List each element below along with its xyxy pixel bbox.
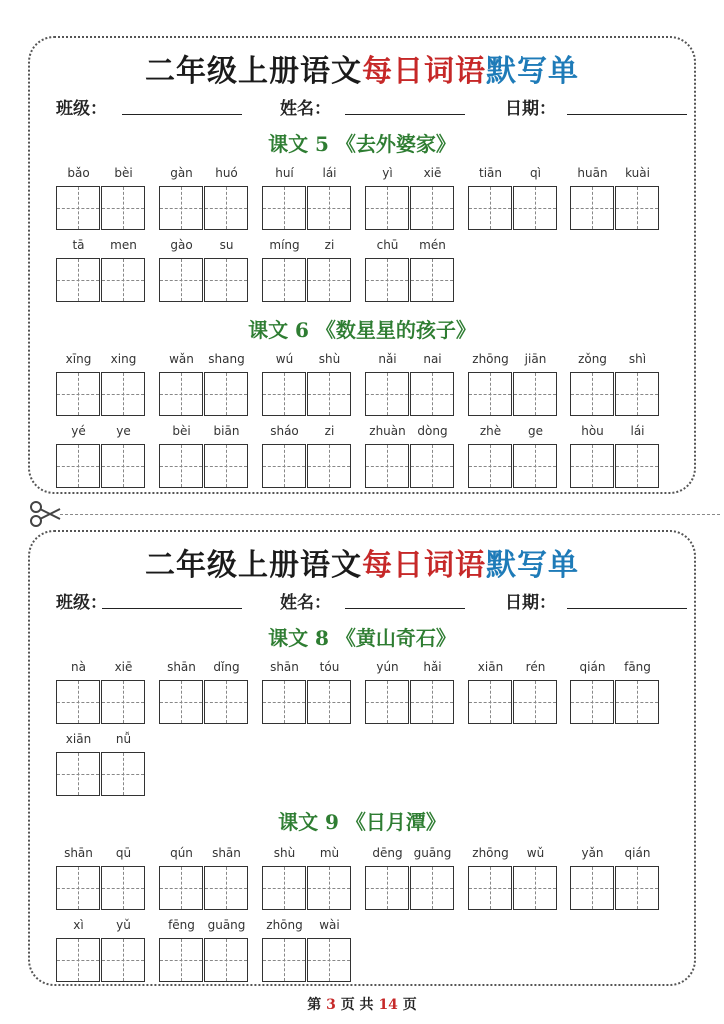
word-box: [570, 660, 660, 734]
writing-cell[interactable]: [570, 372, 614, 416]
writing-cell[interactable]: [262, 866, 306, 910]
title-blue-part: 默写单: [486, 548, 579, 583]
writing-cell[interactable]: [468, 866, 512, 910]
word-box: [159, 166, 249, 240]
pinyin-label: huó: [215, 166, 238, 180]
pinyin-label: shān: [167, 660, 196, 674]
pinyin-label: zhuàn: [369, 424, 406, 438]
pinyin-label: bèi: [114, 166, 133, 180]
pinyin-label: shān: [64, 846, 93, 860]
pinyin-label: bèi: [172, 424, 191, 438]
writing-cell[interactable]: [204, 938, 248, 982]
writing-cell[interactable]: [262, 680, 306, 724]
page-total: 14: [378, 997, 398, 1013]
writing-cell[interactable]: [410, 258, 454, 302]
writing-cell[interactable]: [570, 680, 614, 724]
lesson-title: 课文 8 《黄山奇石》: [268, 626, 456, 650]
writing-cell[interactable]: [101, 752, 145, 796]
pinyin-label: zhōng: [472, 352, 509, 366]
word-box: [159, 846, 249, 920]
pinyin-label: wǎn: [169, 352, 194, 366]
writing-cell[interactable]: [307, 372, 351, 416]
writing-cell[interactable]: [410, 372, 454, 416]
writing-cell[interactable]: [615, 866, 659, 910]
pinyin-label: qián: [579, 660, 606, 674]
writing-cell[interactable]: [410, 680, 454, 724]
writing-cell[interactable]: [56, 186, 100, 230]
pinyin-label: sháo: [270, 424, 299, 438]
writing-cell[interactable]: [262, 258, 306, 302]
pinyin-label: huí: [275, 166, 294, 180]
pinyin-label: hǎi: [423, 660, 442, 674]
title-black-part: 二年级上册语文: [145, 54, 362, 89]
writing-cell[interactable]: [307, 444, 351, 488]
writing-cell[interactable]: [410, 866, 454, 910]
writing-cell[interactable]: [513, 372, 557, 416]
writing-cell[interactable]: [204, 186, 248, 230]
word-box: [570, 352, 660, 426]
writing-cell[interactable]: [615, 680, 659, 724]
pinyin-label: xiē: [423, 166, 442, 180]
word-box: [262, 660, 352, 734]
pinyin-label: gàn: [170, 166, 193, 180]
pinyin-label: xiān: [477, 660, 504, 674]
pinyin-label: shù: [318, 352, 341, 366]
pinyin-label: yǎn: [581, 846, 604, 860]
writing-cell[interactable]: [159, 258, 203, 302]
word-box: [365, 238, 455, 312]
sheet-title: [30, 46, 694, 90]
writing-cell[interactable]: [101, 372, 145, 416]
pinyin-label: yì: [382, 166, 393, 180]
word-box: [56, 166, 146, 240]
writing-cell[interactable]: [204, 258, 248, 302]
pinyin-label: lái: [630, 424, 645, 438]
date-label: 日期：: [505, 593, 556, 613]
word-box: [262, 424, 352, 498]
word-box: [468, 846, 558, 920]
word-box: [262, 238, 352, 312]
name-field[interactable]: [345, 608, 465, 609]
writing-cell[interactable]: [101, 186, 145, 230]
writing-cell[interactable]: [204, 372, 248, 416]
writing-cell[interactable]: [101, 680, 145, 724]
pinyin-label: huān: [577, 166, 608, 180]
writing-cell[interactable]: [468, 680, 512, 724]
pinyin-label: nà: [71, 660, 86, 674]
pinyin-label: yún: [376, 660, 399, 674]
pinyin-label: zi: [324, 424, 335, 438]
pinyin-label: zhè: [479, 424, 502, 438]
writing-cell[interactable]: [204, 444, 248, 488]
name-label: 姓名：: [280, 593, 331, 613]
word-box: [159, 352, 249, 426]
writing-cell[interactable]: [570, 444, 614, 488]
pinyin-label: wài: [319, 918, 340, 932]
cut-line: [60, 514, 720, 515]
writing-cell[interactable]: [159, 866, 203, 910]
writing-cell[interactable]: [159, 938, 203, 982]
writing-cell[interactable]: [468, 372, 512, 416]
pinyin-label: zhōng: [472, 846, 509, 860]
word-box: [365, 660, 455, 734]
word-box: [468, 424, 558, 498]
pinyin-label: dēng: [372, 846, 403, 860]
pinyin-label: qū: [115, 846, 132, 860]
dictation-sheet-1: [28, 36, 696, 494]
word-box: [365, 846, 455, 920]
pinyin-label: shān: [212, 846, 241, 860]
writing-cell[interactable]: [56, 444, 100, 488]
pinyin-label: men: [110, 238, 137, 252]
writing-cell[interactable]: [365, 866, 409, 910]
writing-cell[interactable]: [159, 186, 203, 230]
pinyin-label: ye: [116, 424, 131, 438]
writing-cell[interactable]: [101, 866, 145, 910]
pinyin-label: nai: [423, 352, 442, 366]
writing-cell[interactable]: [615, 186, 659, 230]
word-box: [262, 846, 352, 920]
pinyin-label: tóu: [319, 660, 340, 674]
word-box: [570, 846, 660, 920]
writing-cell[interactable]: [262, 444, 306, 488]
word-box: [468, 352, 558, 426]
word-box: [468, 660, 558, 734]
writing-cell[interactable]: [365, 258, 409, 302]
pinyin-label: qì: [530, 166, 541, 180]
name-field[interactable]: [345, 114, 465, 115]
writing-cell[interactable]: [615, 372, 659, 416]
writing-cell[interactable]: [513, 866, 557, 910]
pinyin-label: dǐng: [213, 660, 240, 674]
word-box: [56, 732, 146, 806]
pinyin-label: su: [219, 238, 234, 252]
pinyin-label: fēng: [168, 918, 195, 932]
pinyin-label: bǎo: [67, 166, 90, 180]
writing-cell[interactable]: [513, 186, 557, 230]
pinyin-label: xiē: [114, 660, 133, 674]
lesson-title: 课文 6 《数星星的孩子》: [248, 318, 476, 342]
writing-cell[interactable]: [570, 866, 614, 910]
lesson-title: 课文 9 《日月潭》: [278, 810, 446, 834]
writing-cell[interactable]: [101, 258, 145, 302]
pinyin-label: xing: [110, 352, 137, 366]
pinyin-label: nǚ: [115, 732, 132, 746]
pinyin-label: gào: [170, 238, 193, 252]
pinyin-label: biān: [213, 424, 240, 438]
pinyin-label: yé: [71, 424, 86, 438]
pinyin-label: chū: [376, 238, 399, 252]
pinyin-label: rén: [525, 660, 546, 674]
pinyin-label: shang: [208, 352, 245, 366]
writing-cell[interactable]: [56, 938, 100, 982]
pinyin-label: hòu: [581, 424, 604, 438]
pinyin-label: tiān: [479, 166, 502, 180]
pinyin-label: xì: [73, 918, 84, 932]
title-black-part: 二年级上册语文: [145, 548, 362, 583]
writing-cell[interactable]: [159, 444, 203, 488]
pinyin-label: zhōng: [266, 918, 303, 932]
writing-cell[interactable]: [101, 938, 145, 982]
title-red-part: 每日词语: [362, 548, 486, 583]
writing-cell[interactable]: [365, 444, 409, 488]
scissors-icon: [28, 497, 62, 531]
word-box: [56, 424, 146, 498]
writing-cell[interactable]: [56, 680, 100, 724]
pinyin-label: kuài: [625, 166, 650, 180]
pinyin-label: dòng: [417, 424, 448, 438]
writing-cell[interactable]: [365, 680, 409, 724]
page-number: 3: [326, 997, 336, 1013]
pinyin-label: zǒng: [578, 352, 607, 366]
pinyin-label: mù: [319, 846, 340, 860]
title-red-part: 每日词语: [362, 54, 486, 89]
word-box: [262, 918, 352, 992]
class-label: 班级：: [56, 99, 107, 119]
word-box: [159, 238, 249, 312]
pinyin-label: shù: [273, 846, 296, 860]
writing-cell[interactable]: [410, 444, 454, 488]
word-box: [56, 660, 146, 734]
writing-cell[interactable]: [204, 680, 248, 724]
writing-cell[interactable]: [101, 444, 145, 488]
sheet-title: [30, 540, 694, 584]
pinyin-label: lái: [322, 166, 337, 180]
footer-prefix: 第: [307, 997, 322, 1013]
pinyin-label: xīng: [65, 352, 92, 366]
word-box: [159, 918, 249, 992]
date-field[interactable]: [567, 608, 687, 609]
writing-cell[interactable]: [513, 444, 557, 488]
word-box: [56, 238, 146, 312]
writing-cell[interactable]: [307, 258, 351, 302]
word-box: [262, 352, 352, 426]
pinyin-label: mén: [419, 238, 446, 252]
word-box: [365, 352, 455, 426]
pinyin-label: shì: [628, 352, 647, 366]
writing-cell[interactable]: [159, 680, 203, 724]
pinyin-label: wǔ: [526, 846, 545, 860]
page-footer: [0, 994, 724, 1014]
writing-cell[interactable]: [615, 444, 659, 488]
word-box: [159, 424, 249, 498]
pinyin-label: guāng: [413, 846, 452, 860]
pinyin-label: qún: [170, 846, 193, 860]
pinyin-label: qián: [624, 846, 651, 860]
title-blue-part: 默写单: [486, 54, 579, 89]
writing-cell[interactable]: [262, 186, 306, 230]
writing-cell[interactable]: [570, 186, 614, 230]
pinyin-label: guāng: [207, 918, 246, 932]
class-label: 班级：: [56, 593, 107, 613]
word-box: [570, 166, 660, 240]
writing-cell[interactable]: [262, 372, 306, 416]
writing-cell[interactable]: [365, 186, 409, 230]
footer-middle: 页 共: [340, 997, 374, 1013]
pinyin-label: nǎi: [378, 352, 397, 366]
pinyin-label: jiān: [524, 352, 547, 366]
writing-cell[interactable]: [307, 186, 351, 230]
writing-cell[interactable]: [307, 866, 351, 910]
pinyin-label: zi: [324, 238, 335, 252]
word-box: [262, 166, 352, 240]
date-label: 日期：: [505, 99, 556, 119]
word-box: [365, 166, 455, 240]
footer-suffix: 页: [402, 997, 417, 1013]
writing-cell[interactable]: [159, 372, 203, 416]
writing-cell[interactable]: [307, 680, 351, 724]
writing-cell[interactable]: [513, 680, 557, 724]
writing-cell[interactable]: [410, 186, 454, 230]
word-box: [56, 846, 146, 920]
pinyin-label: míng: [269, 238, 300, 252]
lesson-title: 课文 5 《去外婆家》: [268, 132, 456, 156]
word-box: [56, 352, 146, 426]
pinyin-label: fāng: [624, 660, 651, 674]
date-field[interactable]: [567, 114, 687, 115]
pinyin-label: shān: [270, 660, 299, 674]
pinyin-label: xiān: [65, 732, 92, 746]
writing-cell[interactable]: [468, 186, 512, 230]
class-field[interactable]: [102, 608, 242, 609]
word-box: [159, 660, 249, 734]
pinyin-label: ge: [528, 424, 543, 438]
dictation-sheet-2: [28, 530, 696, 986]
writing-cell[interactable]: [468, 444, 512, 488]
pinyin-label: tā: [72, 238, 85, 252]
writing-cell[interactable]: [56, 752, 100, 796]
word-box: [56, 918, 146, 992]
class-field[interactable]: [122, 114, 242, 115]
writing-cell[interactable]: [204, 866, 248, 910]
pinyin-label: yǔ: [116, 918, 131, 932]
writing-cell[interactable]: [365, 372, 409, 416]
writing-cell[interactable]: [56, 258, 100, 302]
word-box: [570, 424, 660, 498]
writing-cell[interactable]: [262, 938, 306, 982]
word-box: [365, 424, 455, 498]
writing-cell[interactable]: [56, 866, 100, 910]
name-label: 姓名：: [280, 99, 331, 119]
writing-cell[interactable]: [56, 372, 100, 416]
word-box: [468, 166, 558, 240]
pinyin-label: wú: [275, 352, 294, 366]
writing-cell[interactable]: [307, 938, 351, 982]
